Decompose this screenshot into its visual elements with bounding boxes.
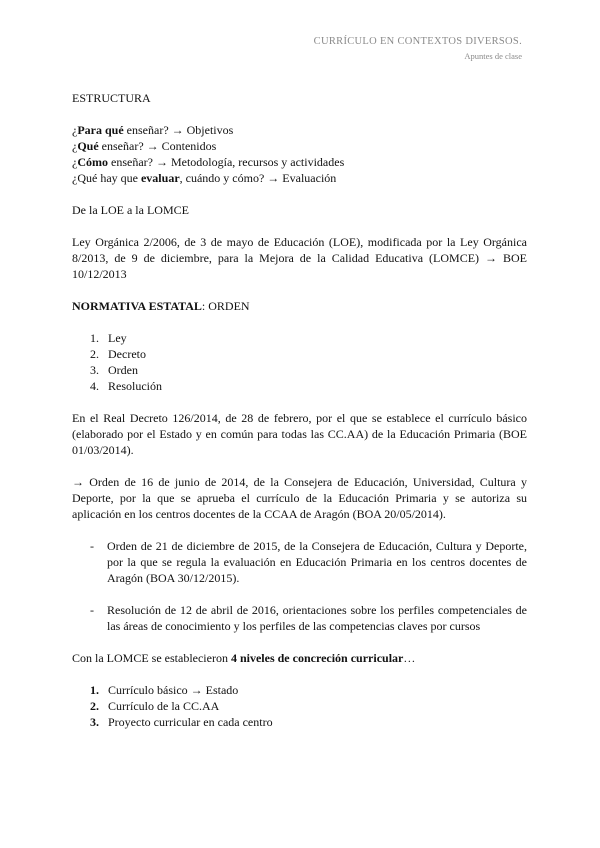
niveles-paragraph: Con la LOMCE se establecieron 4 niveles de concreción curricular… bbox=[72, 651, 416, 665]
list-item: - Resolución de 12 de abril de 2016, orientaciones sobre los perfiles competenciales de las áreas de conocimiento y los perfiles de las competencias claves por cursos bbox=[90, 603, 527, 633]
orden-paragraph: → Orden de 16 de junio de 2014, de la Consejera de Educación, Universidad, Cultura y Deporte, por la que se aprueba el currículo de la Educación Primaria y se autoriza su aplicación en los centros docentes de la CCAA de Aragón (BOA 20/05/2014). bbox=[72, 475, 527, 521]
list-item: 1. Currículo básico → Estado bbox=[90, 683, 239, 697]
list-item: 3. Proyecto curricular en cada centro bbox=[90, 715, 273, 729]
estructura-heading: ESTRUCTURA bbox=[72, 91, 151, 105]
list-item: 1. Ley bbox=[90, 331, 127, 345]
list-item: 2. Currículo de la CC.AA bbox=[90, 699, 220, 713]
header-subtitle: Apuntes de clase bbox=[464, 51, 522, 61]
question-evaluacion: ¿Qué hay que evaluar, cuándo y cómo? → Evaluación bbox=[72, 171, 337, 185]
orden-sub-list bbox=[72, 538, 527, 634]
list-item: 4. Resolución bbox=[90, 379, 162, 393]
header-title: CURRÍCULO EN CONTEXTOS DIVERSOS. bbox=[313, 36, 522, 47]
normativa-heading: NORMATIVA ESTATAL: ORDEN bbox=[72, 299, 250, 313]
list-item: - Orden de 21 de diciembre de 2015, de la Consejera de Educación, Cultura y Deporte, por la que se regula la evaluación en Educación Primaria en los centros docentes de Aragón (BOA 30/12/2015). bbox=[90, 539, 527, 585]
niveles-list bbox=[72, 682, 527, 730]
loe-lomce-heading: De la LOE a la LOMCE bbox=[72, 203, 189, 217]
list-item: 2. Decreto bbox=[90, 347, 146, 361]
questions-list bbox=[72, 122, 527, 186]
document-body bbox=[72, 90, 527, 730]
question-contenidos: ¿Qué enseñar? → Contenidos bbox=[72, 139, 217, 153]
loe-lomce-paragraph: Ley Orgánica 2/2006, de 3 de mayo de Educación (LOE), modificada por la Ley Orgánica 8/2013, de 9 de diciembre, para la Mejora de la Calidad Educativa (LOMCE) → BOE 10/12/2013 bbox=[72, 235, 527, 281]
list-item: 3. Orden bbox=[90, 363, 138, 377]
real-decreto-paragraph: En el Real Decreto 126/2014, de 28 de febrero, por el que se establece el currículo básico (elaborado por el Estado y en común para todas las CC.AA) de la Educación Primaria (BOE 01/03/2014). bbox=[72, 411, 527, 457]
question-metodologia: ¿Cómo enseñar? → Metodología, recursos y actividades bbox=[72, 155, 345, 169]
normativa-list bbox=[72, 330, 527, 394]
question-objetivos: ¿Para qué enseñar? → Objetivos bbox=[72, 123, 234, 137]
page-header bbox=[314, 35, 522, 63]
